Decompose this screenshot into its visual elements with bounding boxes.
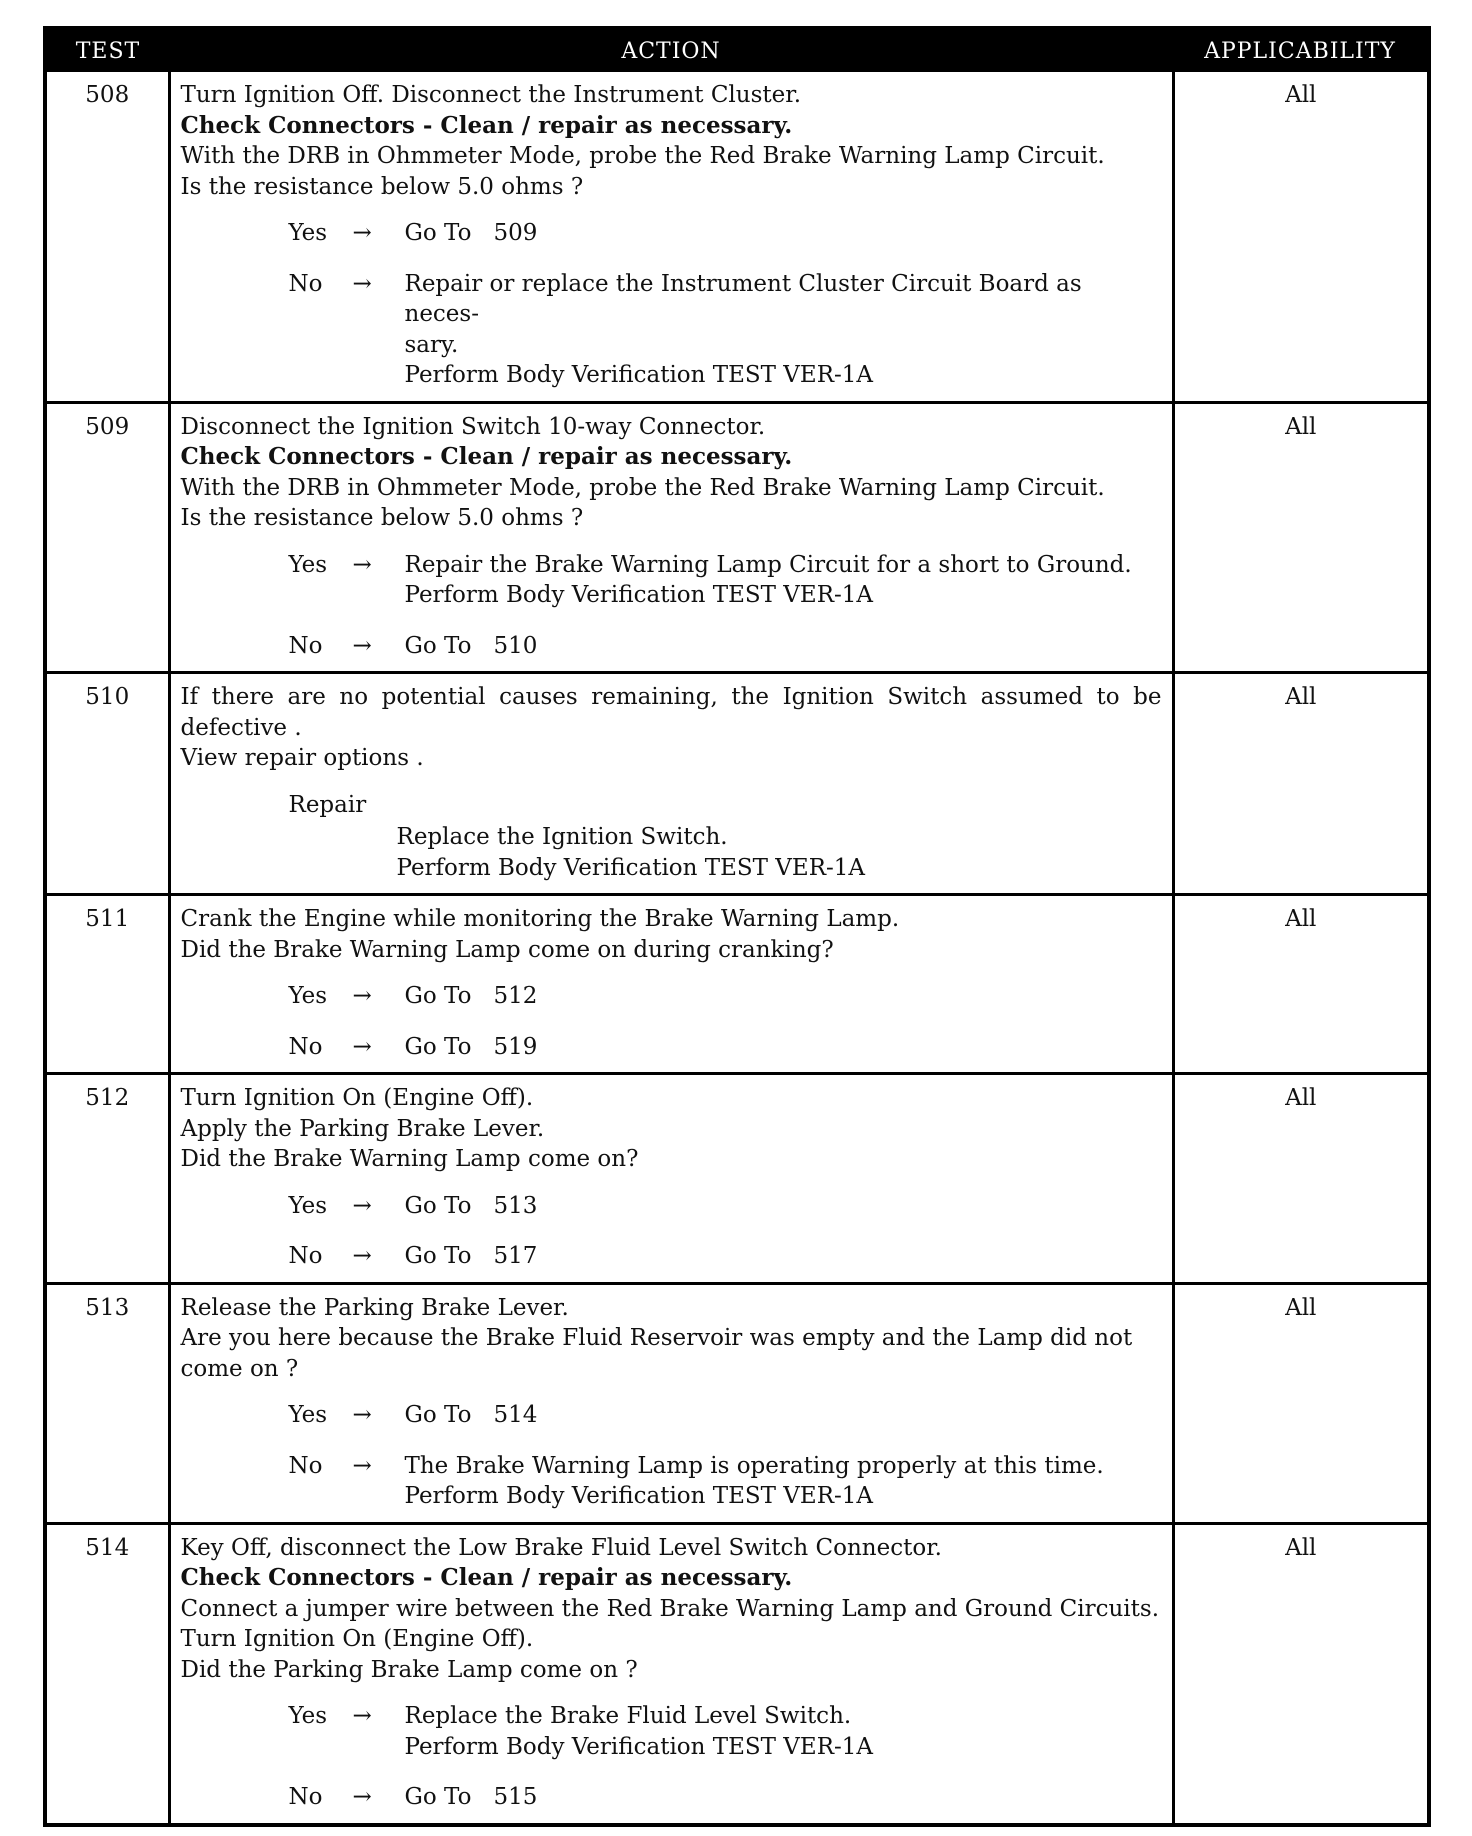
no-label: No xyxy=(288,632,323,659)
repair-label: Repair xyxy=(288,791,367,818)
instruction-line: Crank the Engine while monitoring the Brake Warning Lamp. xyxy=(180,906,900,932)
branch-result xyxy=(405,1701,1162,1762)
goto-test-number: 512 xyxy=(493,983,538,1009)
arrow-icon: → xyxy=(352,983,372,1009)
no-branch xyxy=(181,631,1162,662)
applicability-value: All xyxy=(1173,72,1429,402)
goto-label: Go To xyxy=(404,1243,472,1269)
table-row xyxy=(45,1074,1429,1284)
goto-test-number: 514 xyxy=(493,1402,538,1428)
question-line: Did the Brake Warning Lamp come on during cranking? xyxy=(180,936,834,963)
branch-result xyxy=(405,550,1162,611)
goto-result xyxy=(405,1191,1162,1222)
instruction-line: If there are no potential causes remaining, the Ignition Switch assumed to be defective . xyxy=(180,684,1162,741)
arrow-icon: → xyxy=(352,1703,372,1729)
yes-label: Yes xyxy=(288,220,328,246)
header-action: ACTION xyxy=(169,28,1173,72)
instruction-line-bold: Check Connectors - Clean / repair as necessary. xyxy=(180,443,793,470)
test-number: 511 xyxy=(45,895,169,1074)
action-cell xyxy=(169,673,1173,895)
goto-result xyxy=(405,981,1162,1012)
no-label: No xyxy=(288,1784,323,1810)
arrow-icon: → xyxy=(352,551,372,578)
question-line: Is the resistance below 5.0 ohms ? xyxy=(180,505,584,531)
no-branch xyxy=(181,1451,1162,1512)
instruction-line: Turn Ignition On (Engine Off). xyxy=(180,1085,534,1111)
goto-test-number: 509 xyxy=(493,220,538,246)
result-line: Replace the Brake Fluid Level Switch. xyxy=(404,1703,852,1729)
result-line: sary. xyxy=(404,331,459,358)
goto-result xyxy=(405,1032,1162,1063)
arrow-icon: → xyxy=(352,1402,372,1428)
verification-line: Perform Body Verification TEST VER-1A xyxy=(396,854,866,881)
table-row xyxy=(45,402,1429,673)
table-row xyxy=(45,1523,1429,1825)
arrow-icon: → xyxy=(352,632,372,659)
action-cell xyxy=(169,1523,1173,1825)
action-cell xyxy=(169,895,1173,1074)
repair-options xyxy=(181,790,1162,884)
diagnostic-procedure-sheet xyxy=(43,26,1427,1827)
goto-result xyxy=(405,631,1162,662)
question-line: Did the Brake Warning Lamp come on? xyxy=(180,1146,639,1172)
arrow-icon: → xyxy=(352,1033,372,1060)
goto-test-number: 510 xyxy=(493,632,538,659)
arrow-icon: → xyxy=(352,1243,372,1269)
goto-result xyxy=(405,1782,1162,1813)
instruction-line-bold: Check Connectors - Clean / repair as necessary. xyxy=(180,111,793,139)
goto-label: Go To xyxy=(404,1402,472,1428)
goto-result xyxy=(405,1241,1162,1272)
instruction-line: Connect a jumper wire between the Red Brake Warning Lamp and Ground Circuits. xyxy=(180,1595,1159,1622)
branch-result xyxy=(405,1451,1162,1512)
no-label: No xyxy=(288,1452,323,1479)
yes-label: Yes xyxy=(288,1402,328,1428)
test-number: 509 xyxy=(45,402,169,673)
action-cell xyxy=(169,1074,1173,1284)
yes-label: Yes xyxy=(288,1192,328,1219)
yes-label: Yes xyxy=(288,983,328,1009)
action-cell xyxy=(169,72,1173,402)
table-header-row xyxy=(45,28,1429,72)
arrow-icon: → xyxy=(352,1452,372,1479)
no-label: No xyxy=(288,1033,323,1060)
action-cell xyxy=(169,402,1173,673)
test-number: 510 xyxy=(45,673,169,895)
test-number: 513 xyxy=(45,1283,169,1523)
arrow-icon: → xyxy=(352,270,372,297)
arrow-icon: → xyxy=(352,1784,372,1810)
question-line: Are you here because the Brake Fluid Reservoir was empty and the Lamp did not come on ? xyxy=(180,1325,1133,1382)
branch-result xyxy=(405,269,1162,391)
arrow-icon: → xyxy=(352,220,372,246)
arrow-icon: → xyxy=(352,1192,372,1219)
yes-branch xyxy=(181,218,1162,249)
test-number: 514 xyxy=(45,1523,169,1825)
instruction-line: View repair options . xyxy=(180,745,424,771)
yes-branch xyxy=(181,550,1162,611)
goto-result xyxy=(405,218,1162,249)
action-cell xyxy=(169,1283,1173,1523)
goto-result xyxy=(405,1400,1162,1431)
verification-line: Perform Body Verification TEST VER-1A xyxy=(404,362,874,388)
instruction-line: With the DRB in Ohmmeter Mode, probe the Red Brake Warning Lamp Circuit. xyxy=(180,143,1105,169)
goto-test-number: 519 xyxy=(493,1033,538,1060)
instruction-line: Apply the Parking Brake Lever. xyxy=(180,1115,545,1142)
applicability-value: All xyxy=(1173,1074,1429,1284)
verification-line: Perform Body Verification TEST VER-1A xyxy=(404,582,874,608)
table-row xyxy=(45,895,1429,1074)
goto-label: Go To xyxy=(404,1033,472,1060)
goto-label: Go To xyxy=(404,1784,472,1810)
applicability-value: All xyxy=(1173,402,1429,673)
applicability-value: All xyxy=(1173,1283,1429,1523)
goto-label: Go To xyxy=(404,1192,472,1219)
table-row xyxy=(45,72,1429,402)
goto-test-number: 513 xyxy=(493,1192,538,1219)
goto-label: Go To xyxy=(404,220,472,246)
no-branch xyxy=(181,1241,1162,1272)
applicability-value: All xyxy=(1173,1523,1429,1825)
table-row xyxy=(45,673,1429,895)
no-label: No xyxy=(288,1243,323,1269)
table-row xyxy=(45,1283,1429,1523)
instruction-line-bold: Check Connectors - Clean / repair as necessary. xyxy=(180,1564,793,1591)
goto-label: Go To xyxy=(404,983,472,1009)
instruction-line: Disconnect the Ignition Switch 10-way Connector. xyxy=(180,413,766,440)
instruction-line: Release the Parking Brake Lever. xyxy=(180,1294,569,1321)
verification-line: Perform Body Verification TEST VER-1A xyxy=(404,1733,874,1760)
goto-test-number: 515 xyxy=(493,1784,538,1810)
verification-line: Perform Body Verification TEST VER-1A xyxy=(404,1483,874,1509)
diagnostic-test-table xyxy=(43,26,1431,1827)
no-branch xyxy=(181,269,1162,391)
yes-label: Yes xyxy=(288,1703,328,1729)
goto-label: Go To xyxy=(404,632,472,659)
result-line: The Brake Warning Lamp is operating properly at this time. xyxy=(404,1452,1104,1479)
header-test: TEST xyxy=(45,28,169,72)
applicability-value: All xyxy=(1173,673,1429,895)
instruction-line: With the DRB in Ohmmeter Mode, probe the Red Brake Warning Lamp Circuit. xyxy=(180,474,1105,501)
yes-branch xyxy=(181,981,1162,1012)
instruction-line: Turn Ignition Off. Disconnect the Instrument Cluster. xyxy=(180,82,802,108)
yes-label: Yes xyxy=(288,551,328,578)
repair-line: Replace the Ignition Switch. xyxy=(396,824,728,850)
header-applicability: APPLICABILITY xyxy=(1173,28,1429,72)
no-branch xyxy=(181,1782,1162,1813)
applicability-value: All xyxy=(1173,895,1429,1074)
question-line: Is the resistance below 5.0 ohms ? xyxy=(180,173,584,200)
instruction-line: Key Off, disconnect the Low Brake Fluid Level Switch Connector. xyxy=(180,1534,942,1561)
no-label: No xyxy=(288,270,323,297)
yes-branch xyxy=(181,1400,1162,1431)
goto-test-number: 517 xyxy=(493,1243,538,1269)
result-line: Repair or replace the Instrument Cluster Circuit Board as neces- xyxy=(404,270,1082,327)
test-number: 512 xyxy=(45,1074,169,1284)
yes-branch xyxy=(181,1701,1162,1762)
result-line: Repair the Brake Warning Lamp Circuit for a short to Ground. xyxy=(404,551,1132,578)
test-number: 508 xyxy=(45,72,169,402)
instruction-line: Turn Ignition On (Engine Off). xyxy=(180,1626,534,1652)
no-branch xyxy=(181,1032,1162,1063)
yes-branch xyxy=(181,1191,1162,1222)
question-line: Did the Parking Brake Lamp come on ? xyxy=(180,1656,638,1683)
